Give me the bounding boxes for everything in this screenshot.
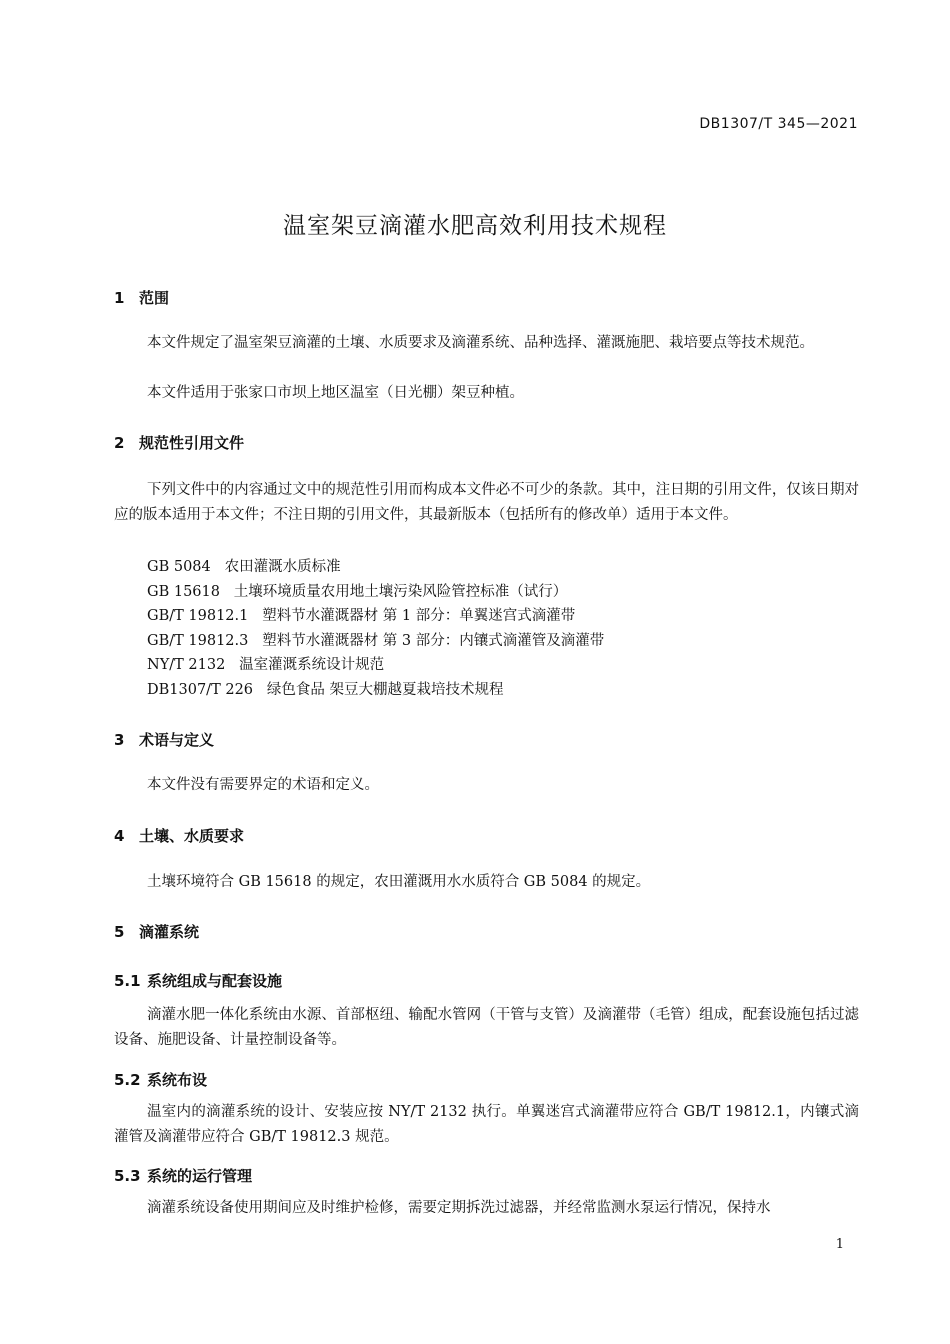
section-5-2-paragraph-1: 温室内的滴灌系统的设计、安装应按 NY/T 2132 执行。单翼迷宫式滴灌带应符合 GB/T 19812.1，内镶式滴灌管及滴灌带应符合 GB/T 19812.3 规范。 bbox=[114, 1104, 859, 1145]
section-4-heading bbox=[114, 825, 244, 846]
section-number: 5.2 bbox=[114, 1071, 141, 1089]
section-1-paragraph-1: 本文件规定了温室架豆滴灌的土壤、水质要求及滴灌系统、品种选择、灌溉施肥、栽培要点等技术规范。 bbox=[147, 335, 814, 351]
section-title: 系统的运行管理 bbox=[147, 1167, 253, 1185]
section-2-heading bbox=[114, 432, 244, 453]
section-number: 5 bbox=[114, 923, 125, 941]
section-5-2-heading bbox=[114, 1069, 207, 1090]
section-number: 5.3 bbox=[114, 1167, 141, 1185]
section-3-paragraph-1: 本文件没有需要界定的术语和定义。 bbox=[147, 777, 379, 793]
section-number: 4 bbox=[114, 827, 125, 845]
section-number: 1 bbox=[114, 289, 125, 307]
section-2-paragraph-1: 下列文件中的内容通过文中的规范性引用而构成本文件必不可少的条款。其中，注日期的引用文件，仅该日期对应的版本适用于本文件；不注日期的引用文件，其最新版本（包括所有的修改单）适用于本文件。 bbox=[114, 482, 859, 523]
section-5-3-paragraph-1: 滴灌系统设备使用期间应及时维护检修，需要定期拆洗过滤器，并经常监测水泵运行情况，保持水 bbox=[147, 1200, 771, 1216]
section-5-1-paragraph-1: 滴灌水肥一体化系统由水源、首部枢纽、输配水管网（干管与支管）及滴灌带（毛管）组成，配套设施包括过滤设备、施肥设备、计量控制设备等。 bbox=[114, 1007, 859, 1048]
page-number: 1 bbox=[835, 1237, 844, 1252]
section-title: 范围 bbox=[139, 289, 170, 307]
section-title: 术语与定义 bbox=[139, 731, 215, 749]
section-5-heading bbox=[114, 921, 199, 942]
section-number: 2 bbox=[114, 434, 125, 452]
section-title: 土壤、水质要求 bbox=[139, 827, 245, 845]
reference-item: GB 15618 土壤环境质量农用地土壤污染风险管控标准（试行） bbox=[147, 584, 568, 600]
section-5-3-heading bbox=[114, 1165, 252, 1186]
section-number: 5.1 bbox=[114, 972, 141, 990]
reference-item: GB/T 19812.1 塑料节水灌溉器材 第 1 部分：单翼迷宫式滴灌带 bbox=[147, 608, 576, 624]
section-number: 3 bbox=[114, 731, 125, 749]
section-title: 规范性引用文件 bbox=[139, 434, 245, 452]
section-1-paragraph-2: 本文件适用于张家口市坝上地区温室（日光棚）架豆种植。 bbox=[147, 385, 524, 401]
section-title: 滴灌系统 bbox=[139, 923, 200, 941]
section-4-paragraph-1: 土壤环境符合 GB 15618 的规定，农田灌溉用水水质符合 GB 5084 的规定。 bbox=[147, 874, 651, 890]
reference-item: DB1307/T 226 绿色食品 架豆大棚越夏栽培技术规程 bbox=[147, 682, 504, 698]
reference-item: GB/T 19812.3 塑料节水灌溉器材 第 3 部分：内镶式滴灌管及滴灌带 bbox=[147, 633, 605, 649]
section-1-heading bbox=[114, 287, 169, 308]
reference-item: GB 5084 农田灌溉水质标准 bbox=[147, 559, 341, 575]
document-title: 温室架豆滴灌水肥高效利用技术规程 bbox=[283, 213, 667, 239]
section-5-1-heading bbox=[114, 970, 282, 991]
reference-item: NY/T 2132 温室灌溉系统设计规范 bbox=[147, 657, 385, 673]
section-3-heading bbox=[114, 729, 214, 750]
document-code: DB1307/T 345—2021 bbox=[699, 116, 858, 132]
section-title: 系统布设 bbox=[147, 1071, 208, 1089]
section-title: 系统组成与配套设施 bbox=[147, 972, 283, 990]
